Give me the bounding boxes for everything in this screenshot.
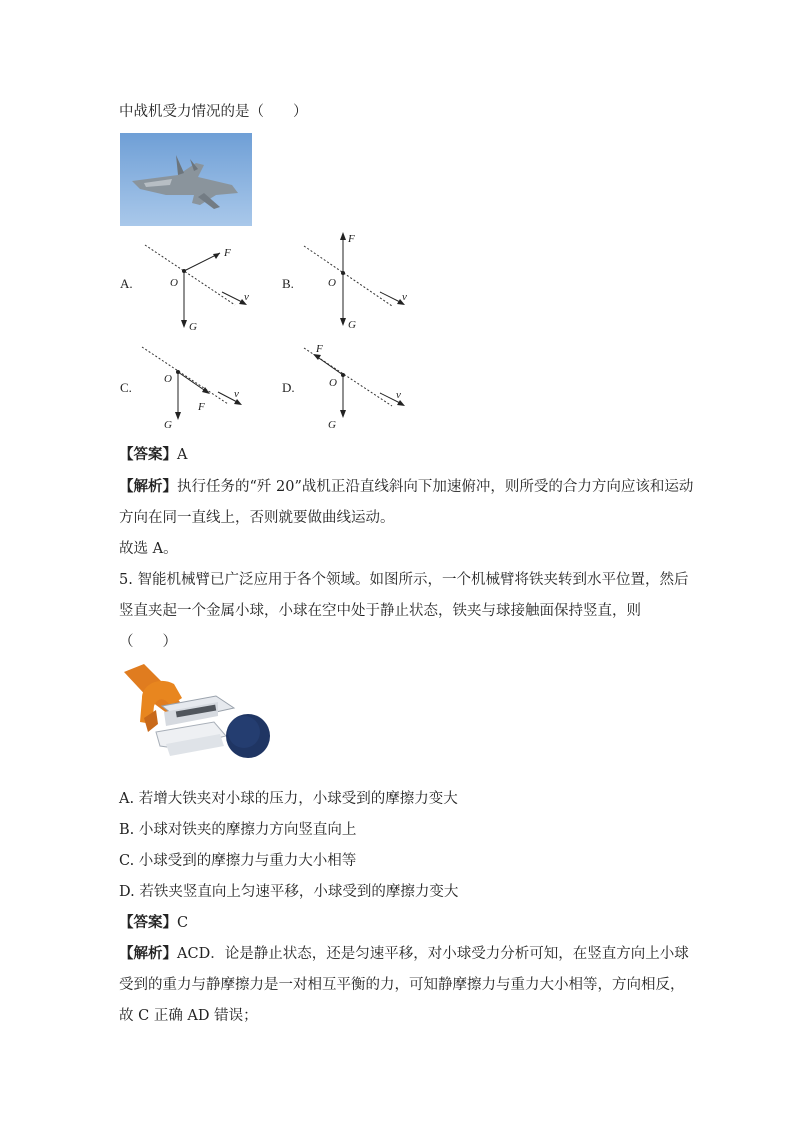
q5-stem-line3: （ ）: [119, 634, 177, 650]
svg-text:O: O: [328, 277, 336, 289]
q5-analysis-line3: 故 C 正确 AD 错误；: [119, 1008, 258, 1024]
q5-option-d: D. 若铁夹竖直向上匀速平移，小球受到的摩擦力变大: [119, 884, 459, 900]
answer-value: A: [177, 447, 188, 463]
svg-text:v: v: [402, 291, 407, 303]
label-o: O: [170, 277, 178, 289]
q4-diagram-b: [300, 228, 430, 340]
svg-text:F: F: [348, 233, 355, 245]
q5-answer: 【答案】C: [119, 914, 189, 931]
svg-text:v: v: [234, 388, 239, 400]
svg-text:O: O: [329, 377, 337, 389]
svg-text:F: F: [198, 401, 205, 413]
q5-analysis-line1: 【解析】ACD．论是静止状态，还是匀速平移，对小球受力分析可知，在竖直方向上小球: [119, 945, 689, 962]
q5-stem-line1: 5. 智能机械臂已广泛应用于各个领域。如图所示，一个机械臂将铁夹转到水平位置，然后: [119, 572, 689, 588]
svg-text:v: v: [396, 389, 401, 401]
q5-option-b: B. 小球对铁夹的摩擦力方向竖直向上: [119, 822, 357, 838]
robot-arm-figure: [122, 662, 272, 774]
q4-option-b-label: B.: [282, 276, 294, 291]
svg-text:O: O: [164, 373, 172, 385]
q4-stem-tail: 中战机受力情况的是（ ）: [119, 104, 308, 120]
answer-tag: 【答案】: [119, 446, 177, 463]
q4-option-c-label: C.: [120, 380, 132, 395]
label-v: v: [244, 291, 249, 303]
jet-photo: [120, 133, 252, 226]
q4-diagram-c: [138, 342, 268, 438]
q5-option-c: C. 小球受到的摩擦力与重力大小相等: [119, 853, 357, 869]
q5-analysis-line2: 受到的重力与静摩擦力是一对相互平衡的力，可知静摩擦力与重力大小相等，方向相反，: [119, 977, 685, 993]
svg-text:G: G: [328, 419, 336, 431]
svg-text:G: G: [164, 419, 172, 431]
label-g: G: [189, 321, 197, 333]
q4-option-d-label: D.: [282, 380, 295, 395]
q4-diagram-d: [300, 340, 430, 436]
q4-answer: [119, 445, 187, 465]
q4-analysis-line2: 方向在同一直线上，否则就要做曲线运动。: [119, 510, 395, 526]
svg-text:G: G: [348, 319, 356, 331]
q4-diagram-a: [140, 240, 270, 339]
svg-text:F: F: [316, 343, 323, 355]
q5-stem-line2: 竖直夹起一个金属小球，小球在空中处于静止状态，铁夹与球接触面保持竖直，则: [119, 603, 641, 619]
q4-analysis-line1: 【解析】执行任务的“歼 20”战机正沿直线斜向下加速俯冲，则所受的合力方向应该和运动: [119, 478, 694, 495]
analysis-tag: 【解析】: [119, 478, 177, 495]
label-f: F: [224, 247, 231, 259]
q4-option-a-label: A.: [120, 276, 133, 291]
q5-option-a: A. 若增大铁夹对小球的压力，小球受到的摩擦力变大: [119, 791, 458, 807]
q4-conclusion: 故选 A。: [119, 541, 178, 557]
